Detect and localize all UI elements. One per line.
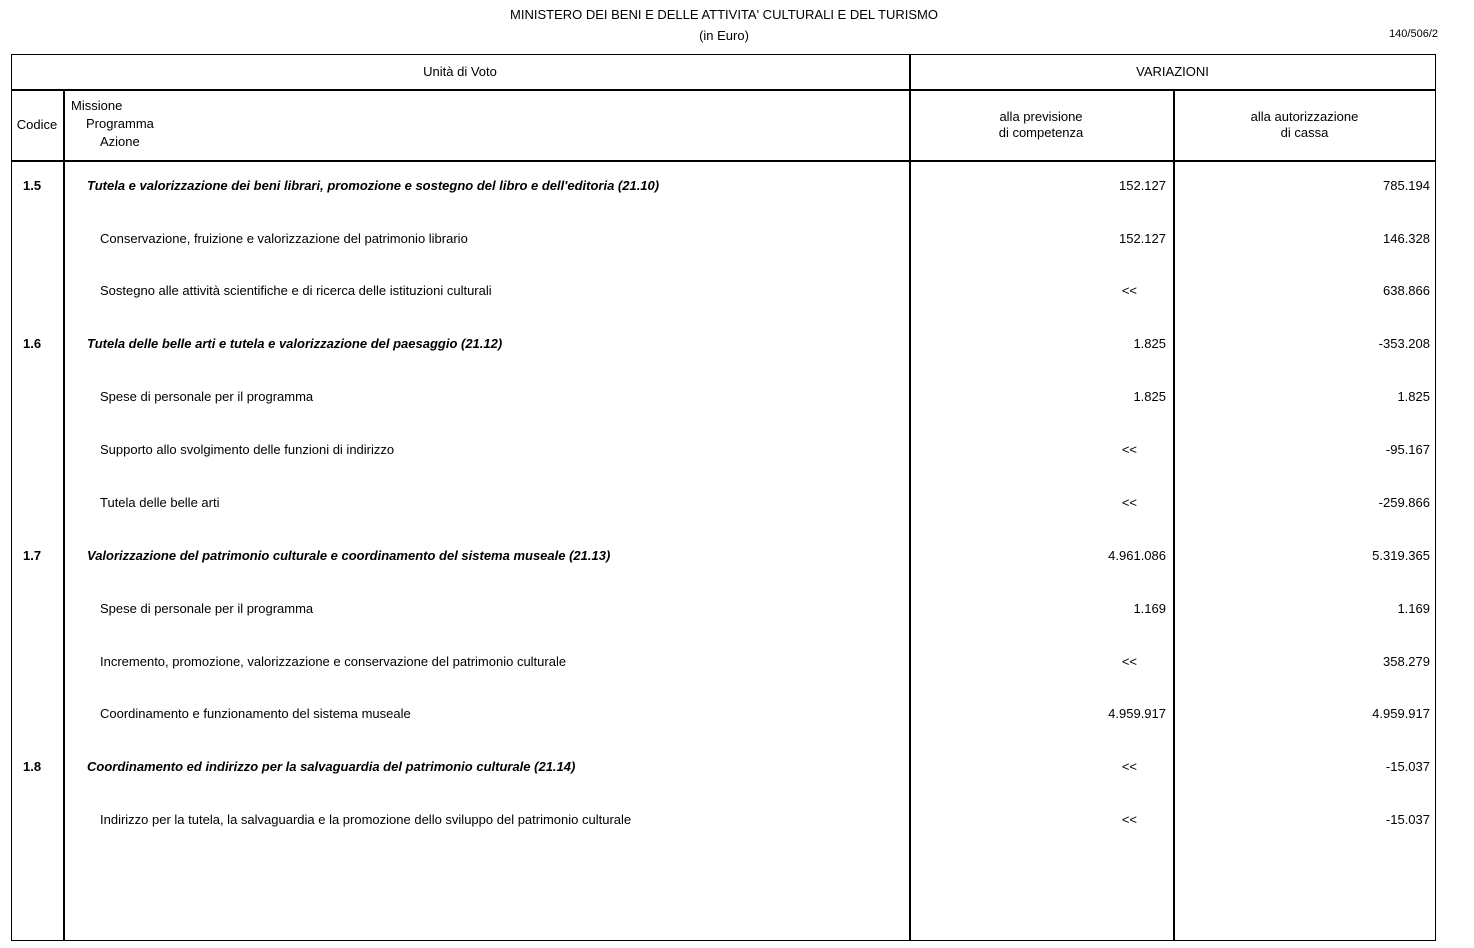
row-cassa: 1.169 xyxy=(1397,601,1430,616)
header-previsione-line1: alla previsione xyxy=(999,109,1083,124)
row-label: Conservazione, fruizione e valorizzazione del patrimonio librario xyxy=(100,231,468,246)
row-label: Coordinamento ed indirizzo per la salvaguardia del patrimonio culturale (21.14) xyxy=(87,759,576,774)
row-previsione: << xyxy=(1121,654,1137,669)
table-row xyxy=(11,336,1436,356)
row-label: Spese di personale per il programma xyxy=(100,389,314,404)
table-row xyxy=(11,759,1436,779)
row-label: Incremento, promozione, valorizzazione e conservazione del patrimonio culturale xyxy=(100,654,567,669)
document-subtitle: (in Euro) xyxy=(699,28,749,43)
row-code: 1.6 xyxy=(23,336,42,351)
header-azione: Azione xyxy=(100,134,140,149)
row-label: Indirizzo per la tutela, la salvaguardia e la promozione dello sviluppo del patrimonio culturale xyxy=(100,812,632,827)
header-cassa xyxy=(1173,109,1436,141)
row-label: Spese di personale per il programma xyxy=(100,601,314,616)
row-label: Tutela e valorizzazione dei beni librari, promozione e sostegno del libro e dell'editoria (21.10) xyxy=(87,178,660,193)
row-previsione: << xyxy=(1121,442,1137,457)
header-cassa-line2: di cassa xyxy=(1280,125,1329,140)
table-row xyxy=(11,654,1436,674)
header-missione: Missione xyxy=(71,98,123,113)
row-previsione: 4.961.086 xyxy=(1108,548,1166,563)
header-codice: Codice xyxy=(16,117,58,132)
row-label: Tutela delle belle arti xyxy=(100,495,220,510)
row-label: Valorizzazione del patrimonio culturale e coordinamento del sistema museale (21.13) xyxy=(87,548,611,563)
table-row xyxy=(11,389,1436,409)
row-previsione: 1.825 xyxy=(1133,336,1166,351)
row-previsione: << xyxy=(1121,812,1137,827)
row-code: 1.7 xyxy=(23,548,42,563)
row-previsione: << xyxy=(1121,283,1137,298)
row-label: Tutela delle belle arti e tutela e valorizzazione del paesaggio (21.12) xyxy=(87,336,503,351)
table-row xyxy=(11,283,1436,303)
document-title: MINISTERO DEI BENI E DELLE ATTIVITA' CULTURALI E DEL TURISMO xyxy=(510,7,938,22)
table-row xyxy=(11,231,1436,251)
row-cassa: 785.194 xyxy=(1383,178,1430,193)
row-cassa: 1.825 xyxy=(1397,389,1430,404)
header-divider-top xyxy=(11,89,1436,91)
row-previsione: 1.169 xyxy=(1133,601,1166,616)
header-unita-di-voto: Unità di Voto xyxy=(423,64,497,79)
row-cassa: 5.319.365 xyxy=(1372,548,1430,563)
row-code: 1.8 xyxy=(23,759,42,774)
header-cassa-line1: alla autorizzazione xyxy=(1250,109,1359,124)
table-row xyxy=(11,601,1436,621)
table-row xyxy=(11,812,1436,832)
row-cassa: 358.279 xyxy=(1383,654,1430,669)
table-row xyxy=(11,442,1436,462)
table-row xyxy=(11,706,1436,726)
row-cassa: -15.037 xyxy=(1385,759,1430,774)
header-divider-bottom xyxy=(11,160,1436,162)
table-row xyxy=(11,495,1436,515)
header-previsione-line2: di competenza xyxy=(998,125,1084,140)
row-code: 1.5 xyxy=(23,178,42,193)
row-cassa: 146.328 xyxy=(1383,231,1430,246)
row-label: Supporto allo svolgimento delle funzioni di indirizzo xyxy=(100,442,395,457)
row-cassa: -95.167 xyxy=(1385,442,1430,457)
header-variazioni: VARIAZIONI xyxy=(1136,64,1209,79)
table-row xyxy=(11,178,1436,198)
row-previsione: << xyxy=(1121,495,1137,510)
row-cassa: -15.037 xyxy=(1385,812,1430,827)
row-label: Sostegno alle attività scientifiche e di ricerca delle istituzioni culturali xyxy=(100,283,492,298)
table-row xyxy=(11,548,1436,568)
page-reference: 140/506/2 xyxy=(1389,28,1438,40)
row-previsione: 4.959.917 xyxy=(1108,706,1166,721)
row-cassa: -259.866 xyxy=(1378,495,1430,510)
row-previsione: 152.127 xyxy=(1119,178,1166,193)
header-programma: Programma xyxy=(86,116,154,131)
row-previsione: 152.127 xyxy=(1119,231,1166,246)
row-cassa: 4.959.917 xyxy=(1372,706,1430,721)
row-label: Coordinamento e funzionamento del sistema museale xyxy=(100,706,411,721)
header-previsione xyxy=(909,109,1173,141)
row-previsione: 1.825 xyxy=(1133,389,1166,404)
row-cassa: -353.208 xyxy=(1378,336,1430,351)
row-previsione: << xyxy=(1121,759,1137,774)
row-cassa: 638.866 xyxy=(1383,283,1430,298)
